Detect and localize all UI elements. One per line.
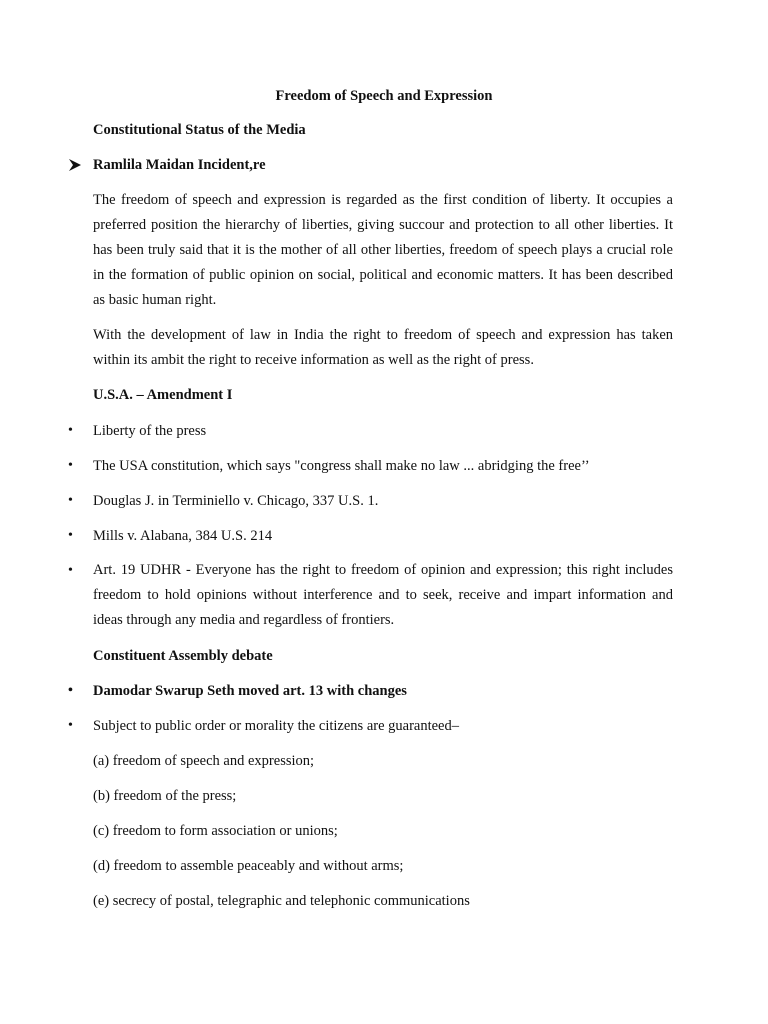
- section-heading: Constitutional Status of the Media: [93, 122, 306, 138]
- assembly-heading: Constituent Assembly debate: [93, 648, 273, 664]
- paragraph-development: With the development of law in India the right to freedom of speech and expression has taken within its ambit the right to receive information as well as the right of press.: [93, 327, 673, 368]
- arrow-bullet-icon: [68, 158, 82, 172]
- assembly-bullet-bold: Damodar Swarup Seth moved art. 13 with changes: [93, 683, 407, 699]
- bullet-glyph: •: [68, 528, 73, 543]
- bullet-glyph: •: [68, 493, 73, 508]
- assembly-bullet: Subject to public order or morality the citizens are guaranteed–: [93, 718, 459, 734]
- usa-bullet-item: Liberty of the press: [93, 423, 207, 439]
- bullet-glyph: •: [68, 458, 73, 473]
- bullet-glyph: •: [68, 563, 73, 578]
- usa-heading: U.S.A. – Amendment I: [93, 387, 233, 403]
- usa-bullet-item: Douglas J. in Terminiello v. Chicago, 337 U.S. 1.: [93, 493, 379, 509]
- freedom-item: (e) secrecy of postal, telegraphic and telephonic communications: [93, 893, 470, 909]
- freedom-item: (b) freedom of the press;: [93, 788, 237, 804]
- usa-bullet-item: The USA constitution, which says "congress shall make no law ... abridging the free’’: [93, 458, 590, 474]
- bullet-glyph: •: [68, 718, 73, 733]
- freedom-item: (c) freedom to form association or unions;: [93, 823, 338, 839]
- bullet-glyph: •: [68, 683, 73, 698]
- usa-bullet-item: Mills v. Alabana, 384 U.S. 214: [93, 528, 273, 544]
- freedom-item: (a) freedom of speech and expression;: [93, 753, 315, 769]
- paragraph-liberty: The freedom of speech and expression is regarded as the first condition of liberty. It occupies a preferred position the hierarchy of liberties, giving succour and protection to all other liberties. It has been truly said that it is the mother of all other liberties, freedom of speech plays a crucial role in the formation of public opinion on social, political and economic matters. It has been described as basic human right.: [93, 192, 673, 308]
- document-title: Freedom of Speech and Expression: [275, 88, 493, 104]
- bullet-glyph: •: [68, 423, 73, 438]
- freedom-item: (d) freedom to assemble peaceably and without arms;: [93, 858, 404, 874]
- incident-heading: Ramlila Maidan Incident,re: [93, 157, 266, 173]
- usa-bullet-item: Art. 19 UDHR - Everyone has the right to freedom of opinion and expression; this right includes freedom to hold opinions without interference and to seek, receive and impart information and ideas through any media and regardless of frontiers.: [93, 562, 673, 628]
